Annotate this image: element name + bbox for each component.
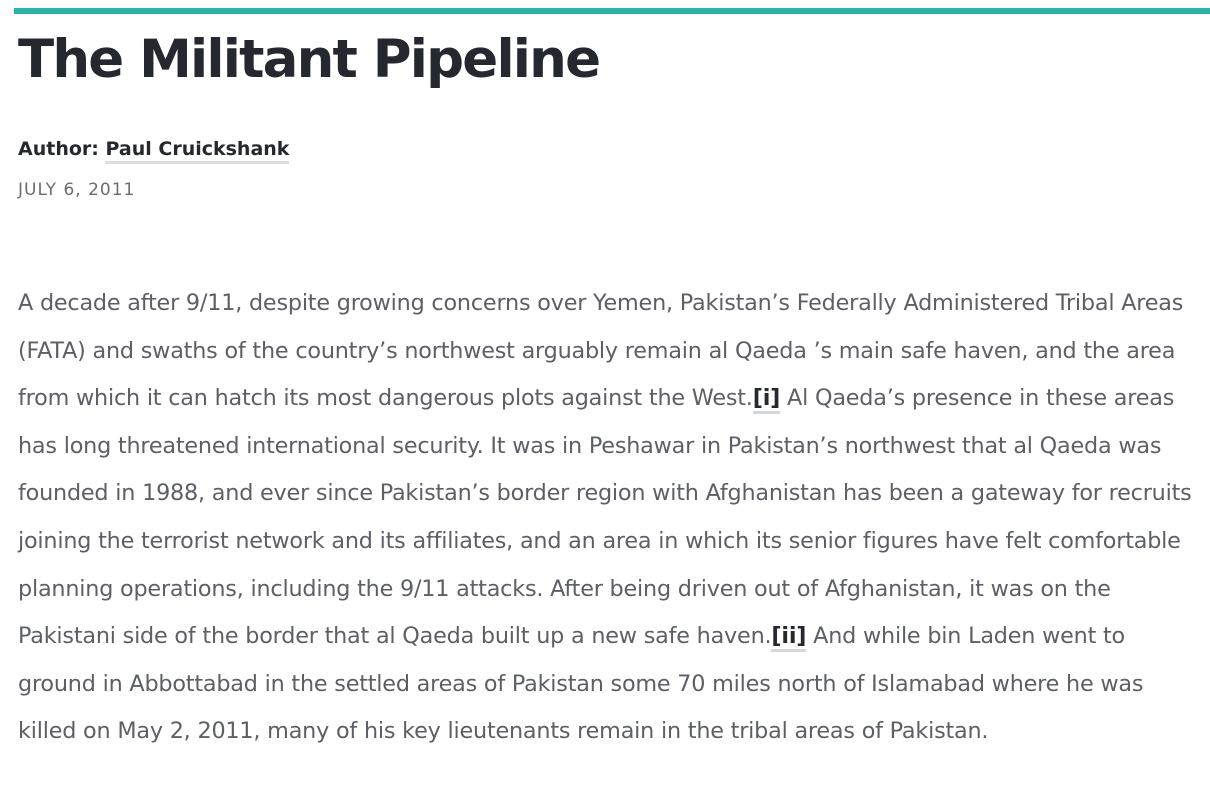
author-byline xyxy=(18,136,289,162)
footnote-link-ii[interactable]: [ii] xyxy=(771,623,806,652)
article-title: The Militant Pipeline xyxy=(18,29,600,90)
publish-date: JULY 6, 2011 xyxy=(18,180,136,200)
paragraph-text-part2: Al Qaeda’s presence in these areas has long threatened international security. It was in Peshawar in Pakistan’s northwest that al Qaeda was founded in 1988, and ever since Pakistan’s border region with Afghanistan has been a gateway for recruits joining the terrorist network and its affiliates, and an area in which its senior figures have felt comfortable planning operations, including the 9/11 attacks. After being driven out of Afghanistan, it was on the Pakistani side of the border that al Qaeda built up a new safe haven. xyxy=(18,385,1192,650)
footnote-link-i[interactable]: [i] xyxy=(753,385,780,414)
paragraph-text-part3: And while bin Laden went to ground in Abbottabad in the settled areas of Pakistan some 70 miles north of Islamabad where he was killed on May 2, 2011, many of his key lieutenants remain in the tribal areas of Pakistan. xyxy=(18,623,1144,745)
paragraph-text-part1: A decade after 9/11, despite growing concerns over Yemen, Pakistan’s Federally Administered Tribal Areas (FATA) and swaths of the country’s northwest arguably remain al Qaeda ’s main safe haven, and the area from which it can hatch its most dangerous plots against the West. xyxy=(18,290,1184,412)
author-label: Author: xyxy=(18,138,106,160)
accent-top-bar xyxy=(14,8,1210,14)
article-paragraph xyxy=(18,280,1204,756)
author-link[interactable]: Paul Cruickshank xyxy=(105,138,289,164)
